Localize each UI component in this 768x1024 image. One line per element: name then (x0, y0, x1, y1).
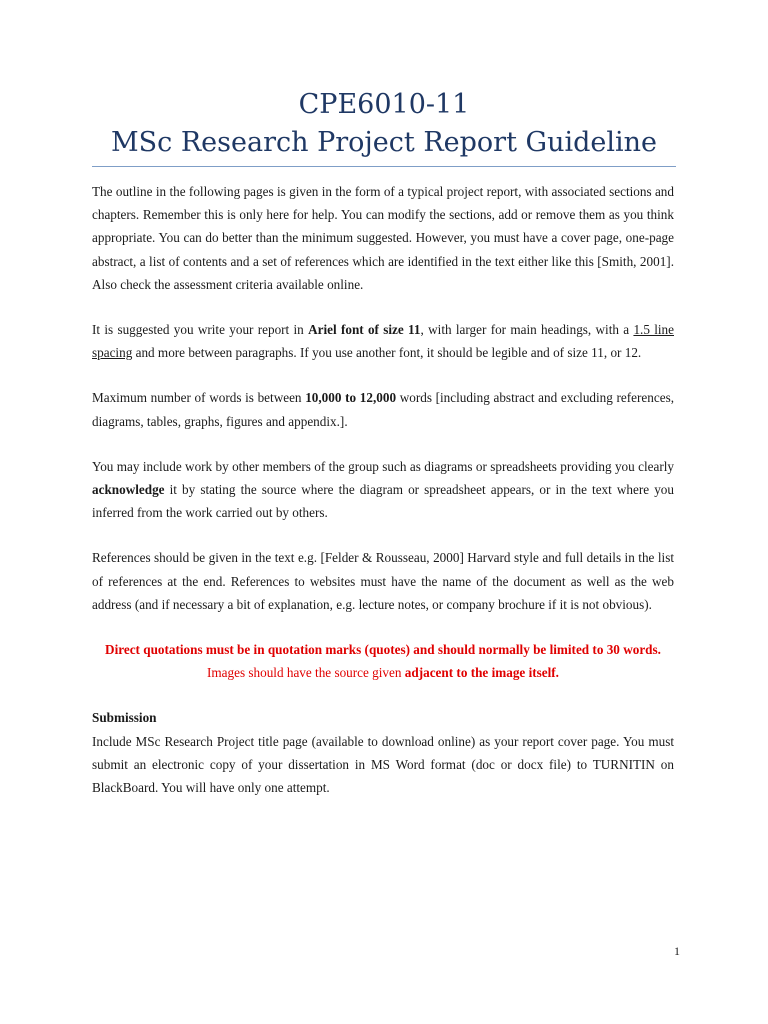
image-rule-emphasis: adjacent to the image itself. (404, 665, 559, 681)
font-size-emphasis: Ariel font of size 11 (308, 322, 421, 338)
title-underline (92, 166, 676, 167)
acknowledge-paragraph (92, 455, 674, 525)
quotation-notice (92, 638, 674, 684)
intro-paragraph: The outline in the following pages is given in the form of a typical project report, with associated sections and chapters. Remember this is only here for help. You can modify the sections, add or remove them as you think appropriate. You can do better than the minimum suggested. However, you must have a cover page, one-page abstract, a list of contents and a set of references which are identified in the text either like this [Smith, 2001]. Also check the assessment criteria available online. (92, 184, 674, 292)
submission-section (92, 706, 674, 799)
image-rule-text: Images should have the source given (207, 665, 405, 681)
submission-heading: Submission (92, 710, 157, 726)
word-text-c: words [including abstract and excluding references, diagrams, tables, graphs, figures and appendix.]. (92, 390, 674, 429)
course-code: CPE6010-11 (298, 89, 470, 120)
font-text-a: It is suggested you write your report in (92, 322, 309, 338)
document-title (92, 86, 676, 162)
image-source-rule (92, 661, 674, 684)
quotation-rule: Direct quotations must be in quotation marks (quotes) and should normally be limited to 30 words. (105, 642, 661, 658)
ack-text-a: You may include work by other members of the group such as diagrams or spreadsheets providing you clearly (92, 458, 674, 474)
ack-text-c: it by stating the source where the diagram or spreadsheet appears, or in the text where you inferred from the work carried out by others. (92, 482, 674, 521)
references-paragraph: References should be given in the text e.g. [Felder & Rousseau, 2000] Harvard style and full details in the list of references at the end. References to websites must have the name of the document as well as the web address (and if necessary a bit of explanation, e.g. lecture notes, or company brochure if it is not obvious). (92, 550, 674, 612)
page-number: 1 (674, 944, 680, 958)
font-text-c: , with larger for main headings, with a (420, 322, 634, 338)
guideline-title: MSc Research Project Report Guideline (111, 127, 657, 158)
submission-text: Include MSc Research Project title page (available to download online) as your report cover page. You must submit an electronic copy of your dissertation in MS Word format (doc or docx file) to TURNITIN on BlackBoard. You will have only one attempt. (92, 733, 674, 796)
document-body (92, 180, 674, 799)
acknowledge-emphasis: acknowledge (92, 482, 165, 498)
font-guideline-paragraph (92, 318, 674, 364)
word-count-emphasis: 10,000 to 12,000 (305, 390, 397, 406)
line-spacing-underline: 1.5 line spacing (92, 322, 674, 361)
word-text-a: Maximum number of words is between (92, 390, 306, 406)
word-count-paragraph (92, 386, 674, 432)
font-text-e: and more between paragraphs. If you use another font, it should be legible and of size 11, or 12. (132, 345, 642, 361)
